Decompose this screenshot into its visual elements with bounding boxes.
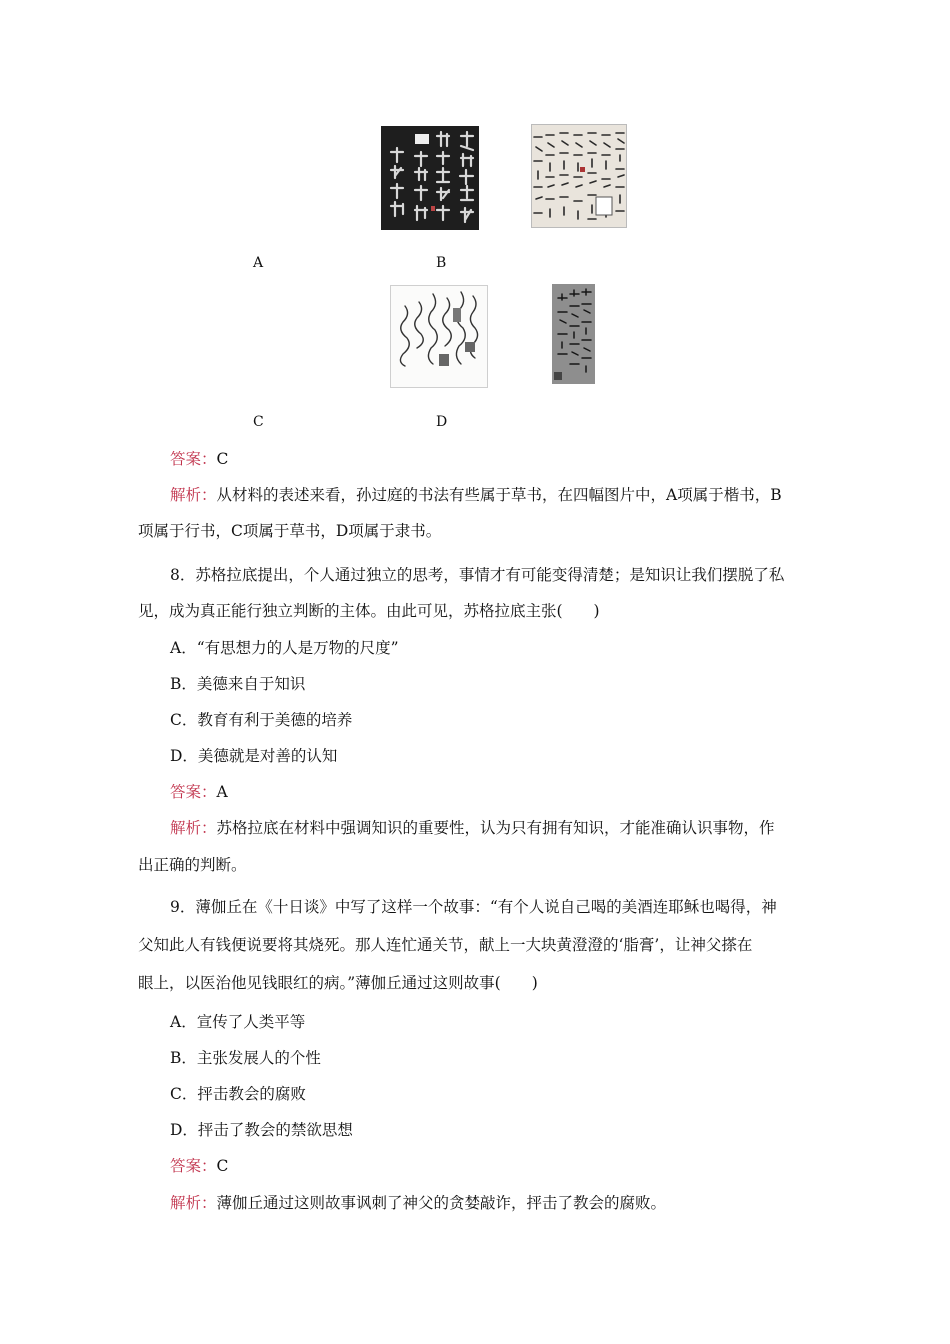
answer-label: 答案： (170, 450, 217, 468)
explanation-label: 解析： (170, 819, 217, 837)
explanation-label: 解析： (170, 486, 217, 504)
answer-value: A (216, 783, 228, 801)
calligraphy-image-d (552, 284, 595, 384)
q8-stem-line1: 8．苏格拉底提出，个人通过独立的思考，事情才有可能变得清楚；是知识让我们摆脱了私 (170, 566, 785, 584)
explanation-text: 薄伽丘通过这则故事讽刺了神父的贪婪敲诈，抨击了教会的腐败。 (216, 1194, 667, 1212)
explanation-label: 解析： (170, 1194, 217, 1212)
q9-option-c: C．抨击教会的腐败 (170, 1085, 306, 1103)
q9-stem-line2: 父知此人有钱便说要将其烧死。那人连忙通关节，献上一大块黄澄澄的‘脂膏’，让神父搽在 (138, 936, 753, 954)
q8-option-d: D．美德就是对善的认知 (170, 747, 338, 765)
q9-explanation-line1 (170, 1193, 666, 1213)
answer-label: 答案： (170, 1157, 217, 1175)
explanation-text: 从材料的表述来看，孙过庭的书法有些属于草书，在四幅图片中，A项属于楷书，B (216, 486, 782, 504)
answer-value: C (216, 1157, 229, 1175)
q8-option-b: B．美德来自于知识 (170, 675, 306, 693)
answer-label: 答案： (170, 783, 217, 801)
q8-option-a: A．“有思想力的人是万物的尺度” (170, 639, 399, 657)
calligraphy-image-c (390, 285, 488, 388)
image-label-d: D (436, 414, 448, 430)
q9-answer (170, 1156, 228, 1176)
q8-explanation-line2: 出正确的判断。 (138, 856, 247, 874)
calligraphy-image-b (531, 124, 627, 228)
q9-stem-line3: 眼上，以医治他见钱眼红的病。”薄伽丘通过这则故事( ) (138, 974, 538, 992)
calligraphy-image-a (381, 126, 479, 230)
q8-answer (170, 782, 228, 802)
q9-option-d: D．抨击了教会的禁欲思想 (170, 1121, 353, 1139)
q7-explanation-line1 (170, 485, 782, 505)
image-label-c: C (253, 414, 264, 430)
q8-stem-line2: 见，成为真正能行独立判断的主体。由此可见，苏格拉底主张( ) (138, 602, 600, 620)
q9-option-b: B．主张发展人的个性 (170, 1049, 321, 1067)
q9-option-a: A．宣传了人类平等 (170, 1013, 306, 1031)
q8-explanation-line1 (170, 818, 775, 838)
answer-value: C (216, 450, 229, 468)
q9-stem-line1: 9．薄伽丘在《十日谈》中写了这样一个故事：“有个人说自己喝的美酒连耶稣也喝得，神 (170, 898, 777, 916)
q8-option-c: C．教育有利于美德的培养 (170, 711, 353, 729)
explanation-text: 苏格拉底在材料中强调知识的重要性，认为只有拥有知识，才能准确认识事物，作 (216, 819, 775, 837)
image-label-b: B (436, 255, 447, 271)
q7-answer (170, 449, 228, 469)
image-label-a: A (253, 255, 264, 271)
q7-explanation-line2: 项属于行书，C项属于草书，D项属于隶书。 (138, 522, 442, 540)
